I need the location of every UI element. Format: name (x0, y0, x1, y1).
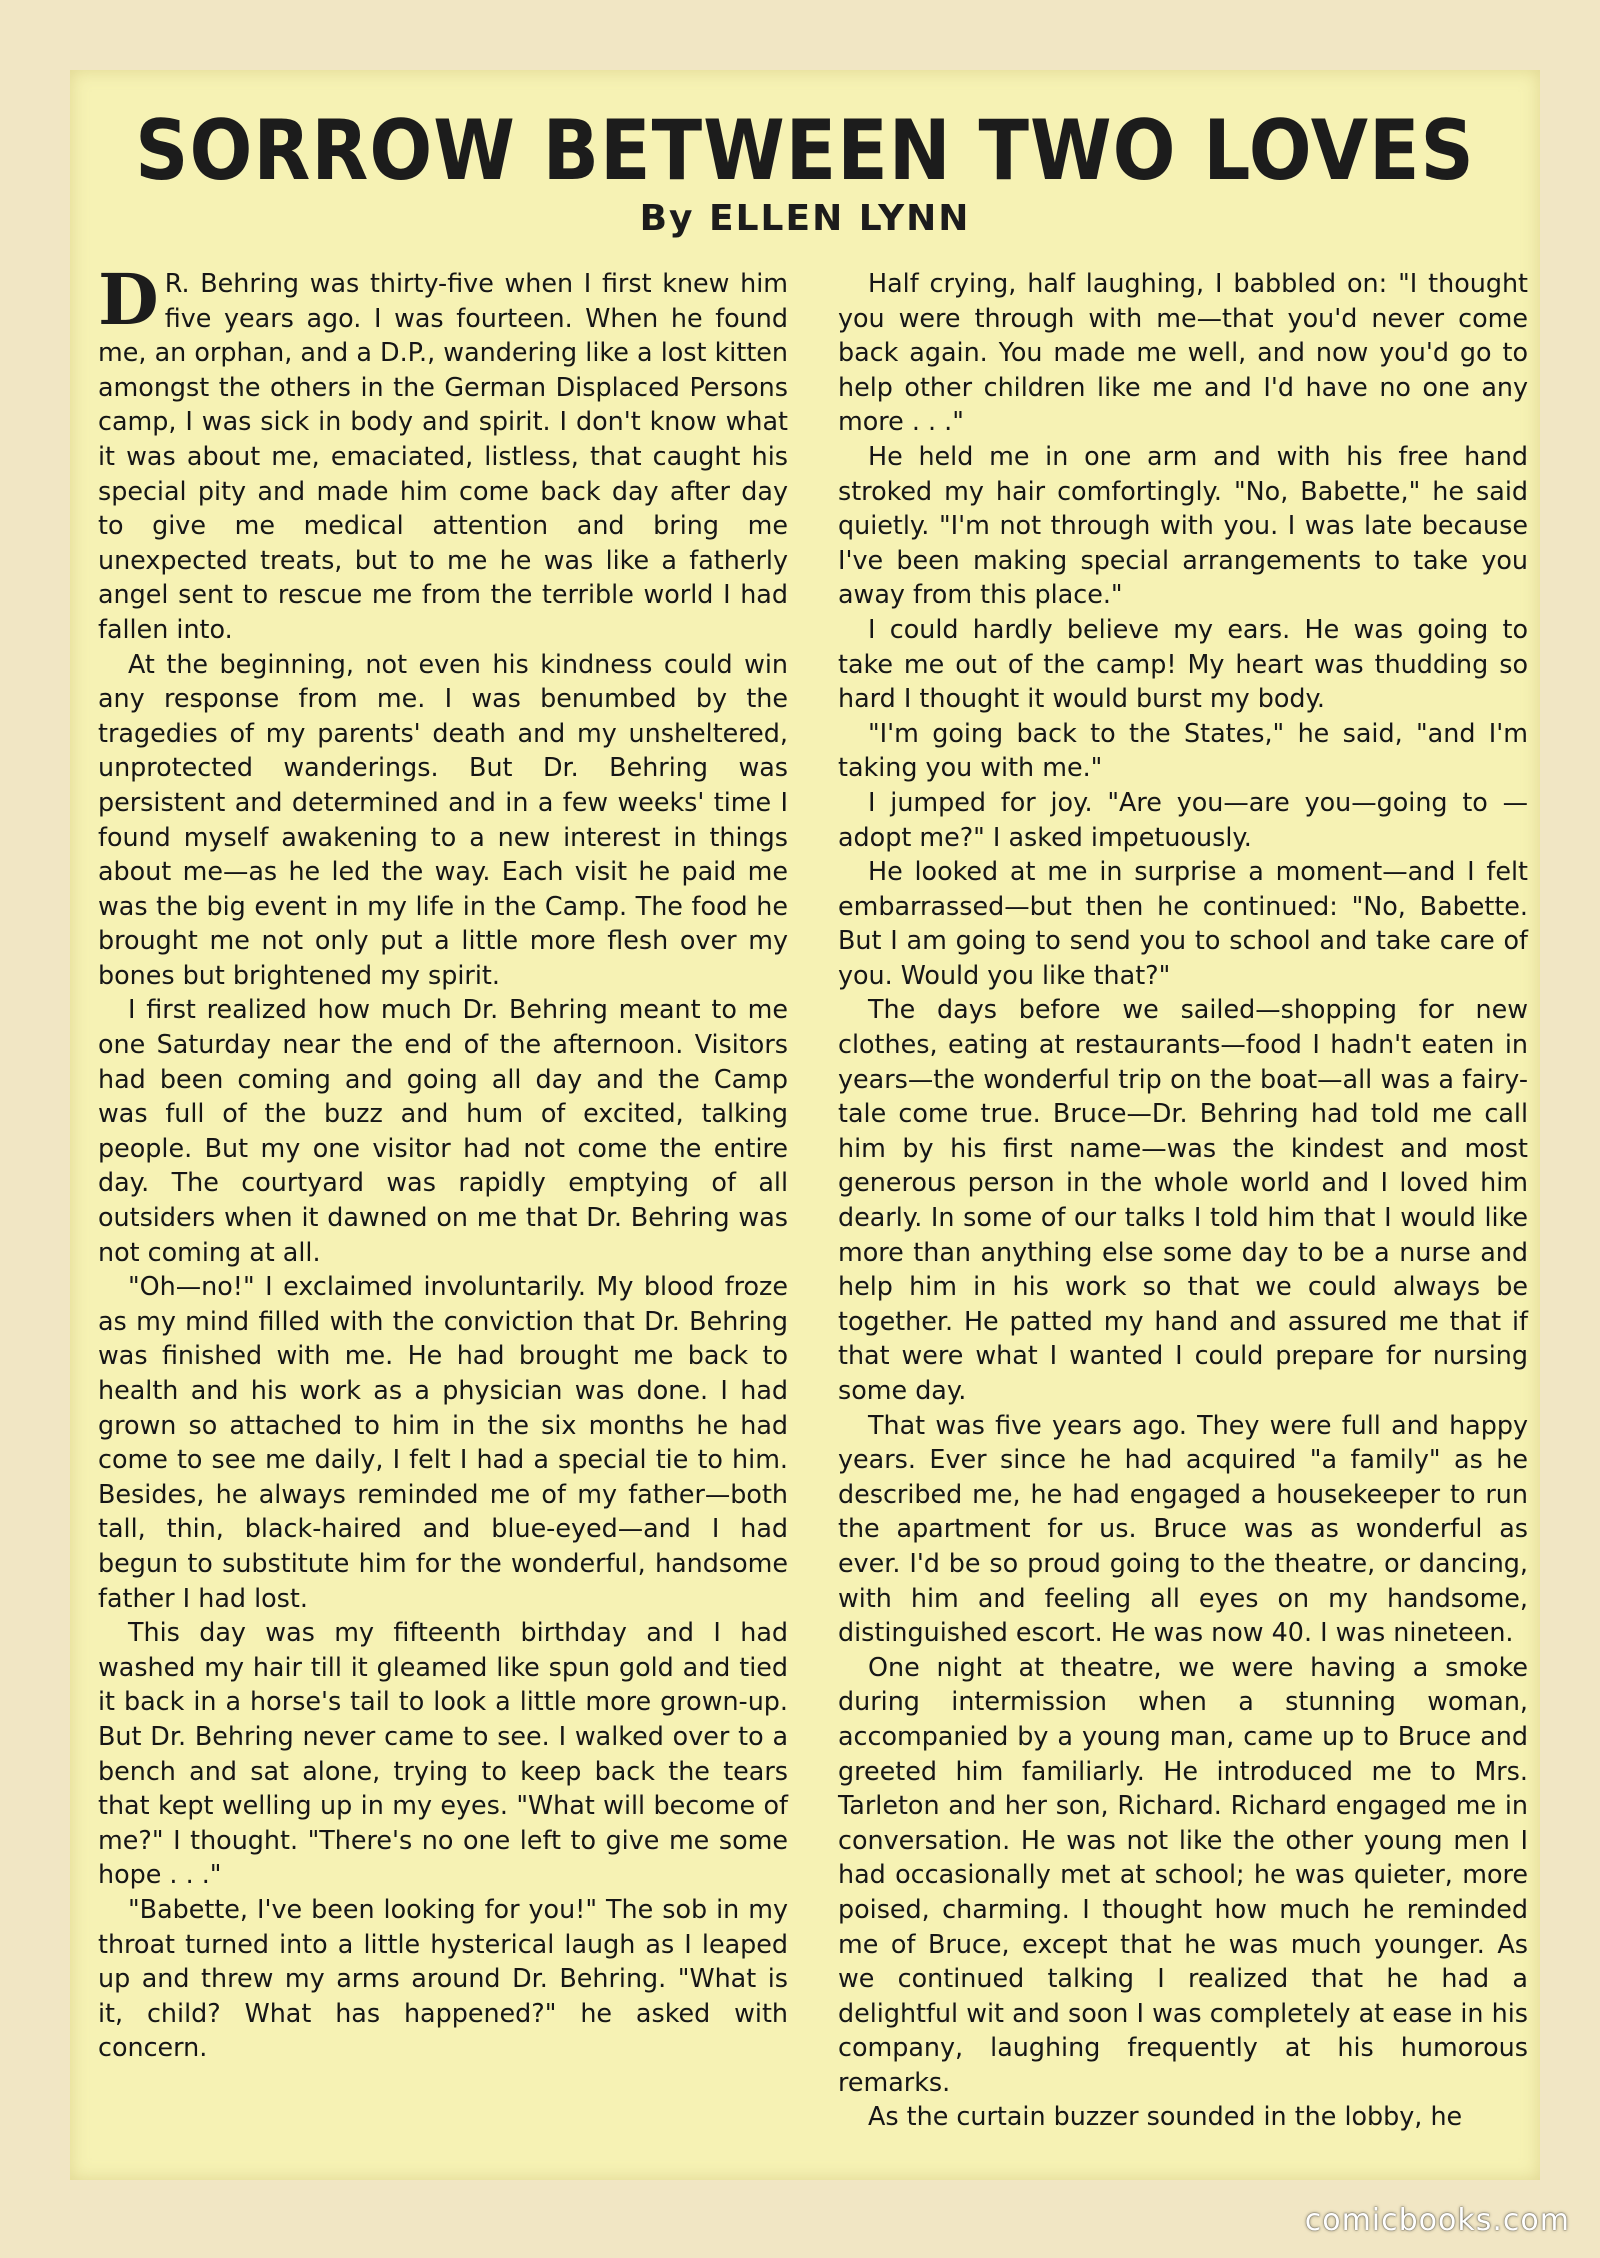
paragraph: As the curtain buzzer sounded in the lobby, he (868, 2101, 1463, 2132)
paragraph: Half crying, half laughing, I babbled on: "I thought you were through with me—that you'd never come back again. You made me well, and now you'd go to help other children like me and I'd have no one any more . . ." (838, 268, 1528, 437)
paragraph: "Babette, I've been looking for you!" The sob in my throat turned into a little hysterical laugh as I leaped up and threw my arms around Dr. Behring. "What is it, child? What has happened?" he asked with concern. (98, 1893, 788, 2063)
paragraph-text: R. Behring was thirty-five when I first knew him five years ago. I was fourteen. When he found me, an orphan, and a D.P., wandering like a lost kitten amongst the others in the German Displaced Persons camp, I was sick in body and spirit. I don't know what it was about me, emaciated, listless, that caught his special pity and made him come back day after day to give me medical attention and bring me unexpected treats, but to me he was like a fatherly angel sent to rescue me from the terrible world I had fallen into. (98, 268, 788, 644)
paragraph: I jumped for joy. "Are you—are you—going to —adopt me?" I asked impetuously. (838, 786, 1528, 852)
left-column (98, 258, 788, 2065)
watermark: comicbooks.com (1304, 2203, 1570, 2238)
paragraph: I first realized how much Dr. Behring meant to me one Saturday near the end of the afternoon. Visitors had been coming and going all day and the Camp was full of the buzz and hum of excited, talking people. But my one visitor had not come the entire day. The courtyard was rapidly emptying of all outsiders when it dawned on me that Dr. Behring was not coming at all. (98, 994, 788, 1267)
paragraph: One night at theatre, we were having a smoke during intermission when a stunning woman, accompanied by a young man, came up to Bruce and greeted him familiarly. He introduced me to Mrs. Tarleton and her son, Richard. Richard engaged me in conversation. He was not like the other young men I had occasionally met at school; he was quieter, more poised, charming. I thought how much he reminded me of Bruce, except that he was much younger. As we continued talking I realized that he had a delightful wit and soon I was completely at ease in his company, laughing frequently at his humorous remarks. (838, 1651, 1528, 2097)
paragraph: That was five years ago. They were full and happy years. Ever since he had acquired "a family" as he described me, he had engaged a housekeeper to run the apartment for us. Bruce was as wonderful as ever. I'd be so proud going to the theatre, or dancing, with him and feeling all eyes on my handsome, distinguished escort. He was now 40. I was nineteen. (838, 1409, 1528, 1648)
paragraph: "I'm going back to the States," he said, "and I'm taking you with me." (838, 717, 1528, 783)
paragraph: He held me in one arm and with his free hand stroked my hair comfortingly. "No, Babette," he said quietly. "I'm not through with you. I was late because I've been making special arrangements to take you away from this place." (838, 440, 1528, 610)
story-byline: By ELLEN LYNN (639, 198, 971, 239)
paragraph: This day was my fifteenth birthday and I had washed my hair till it gleamed like spun gold and tied it back in a horse's tail to look a little more grown-up. But Dr. Behring never came to see. I walked over to a bench and sat alone, trying to keep back the tears that kept welling up in my eyes. "What will become of me?" I thought. "There's no one left to give me some hope . . ." (98, 1617, 788, 1890)
paragraph: The days before we sailed—shopping for new clothes, eating at restaurants—food I hadn't eaten in years—the wonderful trip on the boat—all was a fairy-tale come true. Bruce—Dr. Behring had told me call him by his first name—was the kindest and most generous person in the whole world and I loved him dearly. In some of our talks I told him that I would like more than anything else some day to be a nurse and help him in his work so that we could always be together. He patted my hand and assured me that if that were what I wanted I could prepare for nursing some day. (838, 994, 1528, 1405)
paragraph: I could hardly believe my ears. He was going to take me out of the camp! My heart was thudding so hard I thought it would burst my body. (838, 613, 1528, 714)
paragraph (98, 258, 788, 647)
story-title: SORROW BETWEEN TWO LOVES (135, 102, 1475, 200)
right-column (838, 266, 1528, 2134)
drop-cap: D (98, 258, 159, 341)
story-page (70, 70, 1540, 2180)
paragraph: At the beginning, not even his kindness could win any response from me. I was benumbed by the tragedies of my parents' death and my unsheltered, unprotected wanderings. But Dr. Behring was persistent and determined and in a few weeks' time I found myself awakening to a new interest in things about me—as he led the way. Each visit he paid me was the big event in my life in the Camp. The food he brought me not only put a little more flesh over my bones but brightened my spirit. (98, 648, 788, 990)
paragraph: "Oh—no!" I exclaimed involuntarily. My blood froze as my mind filled with the conviction that Dr. Behring was finished with me. He had brought me back to health and his work as a physician was done. I had grown so attached to him in the six months he had come to see me daily, I felt I had a special tie to him. Besides, he always reminded me of my father—both tall, thin, black-haired and blue-eyed—and I had begun to substitute him for the wonderful, handsome father I had lost. (98, 1271, 788, 1613)
paragraph: He looked at me in surprise a moment—and I felt embarrassed—but then he continued: "No, Babette. But I am going to send you to school and take care of you. Would you like that?" (838, 856, 1528, 990)
